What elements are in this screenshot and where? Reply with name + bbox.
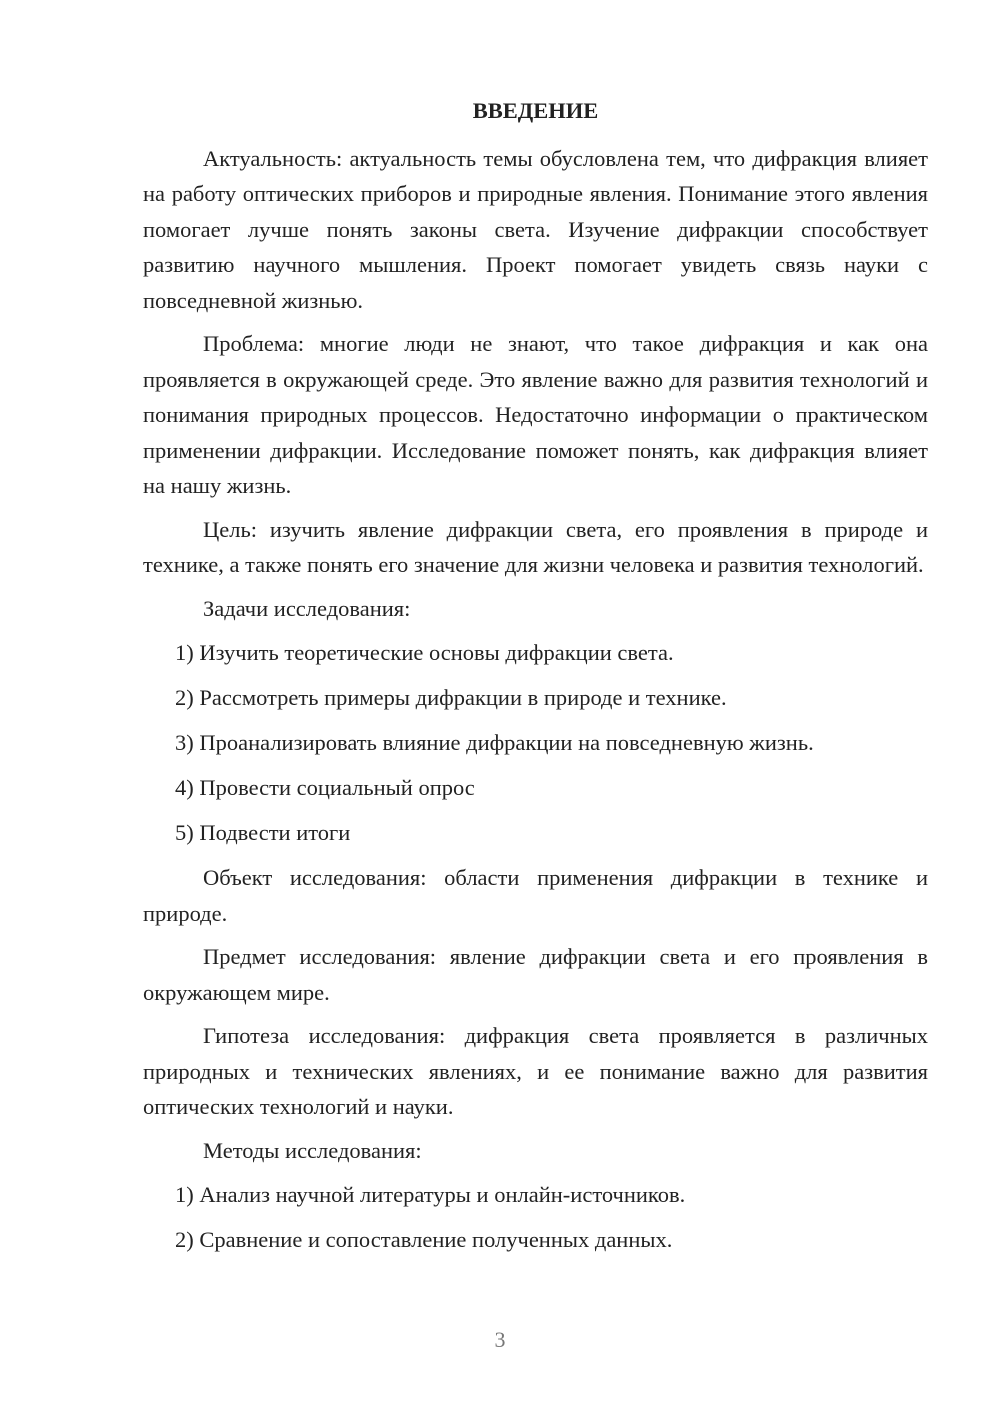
problem-paragraph: Проблема: многие люди не знают, что такое дифракция и как она проявляется в окружающей среде. Это явление важно для развития технологий и понимания природных процессов. Недостаточно информации о практическом применении дифракции. Исследование поможет понять, как дифракция влияет на нашу жизнь. <box>143 331 928 498</box>
page-content <box>143 93 928 1267</box>
task-item: 3) Проанализировать влияние дифракции на повседневную жизнь. <box>175 730 814 755</box>
task-item: 2) Рассмотреть примеры дифракции в природе и технике. <box>175 685 727 710</box>
tasks-heading: Задачи исследования: <box>203 595 411 621</box>
tasks-list <box>143 635 928 851</box>
method-item: 1) Анализ научной литературы и онлайн-источников. <box>175 1182 686 1207</box>
methods-list <box>143 1177 928 1258</box>
task-item: 4) Провести социальный опрос <box>175 775 475 800</box>
task-item: 5) Подвести итоги <box>175 820 351 845</box>
hypothesis-paragraph: Гипотеза исследования: дифракция света проявляется в различных природных и технических явлениях, и ее понимание важно для развития оптических технологий и науки. <box>143 1023 928 1119</box>
subject-paragraph: Предмет исследования: явление дифракции света и его проявления в окружающем мире. <box>143 944 928 1005</box>
actuality-paragraph: Актуальность: актуальность темы обусловлена тем, что дифракция влияет на работу оптических приборов и природные явления. Понимание этого явления помогает лучше понять законы света. Изучение дифракции способствует развитию научного мышления. Проект помогает увидеть связь науки с повседневной жизнью. <box>143 145 928 313</box>
page-number: 3 <box>494 1327 506 1352</box>
methods-heading: Методы исследования: <box>203 1137 422 1163</box>
object-paragraph: Объект исследования: области применения дифракции в технике и природе. <box>143 865 928 926</box>
goal-paragraph: Цель: изучить явление дифракции света, его проявления в природе и технике, а также понять его значение для жизни человека и развития технологий. <box>143 516 928 577</box>
task-item: 1) Изучить теоретические основы дифракции света. <box>175 640 674 665</box>
page-title: ВВЕДЕНИЕ <box>472 98 599 123</box>
method-item: 2) Сравнение и сопоставление полученных данных. <box>175 1227 673 1252</box>
